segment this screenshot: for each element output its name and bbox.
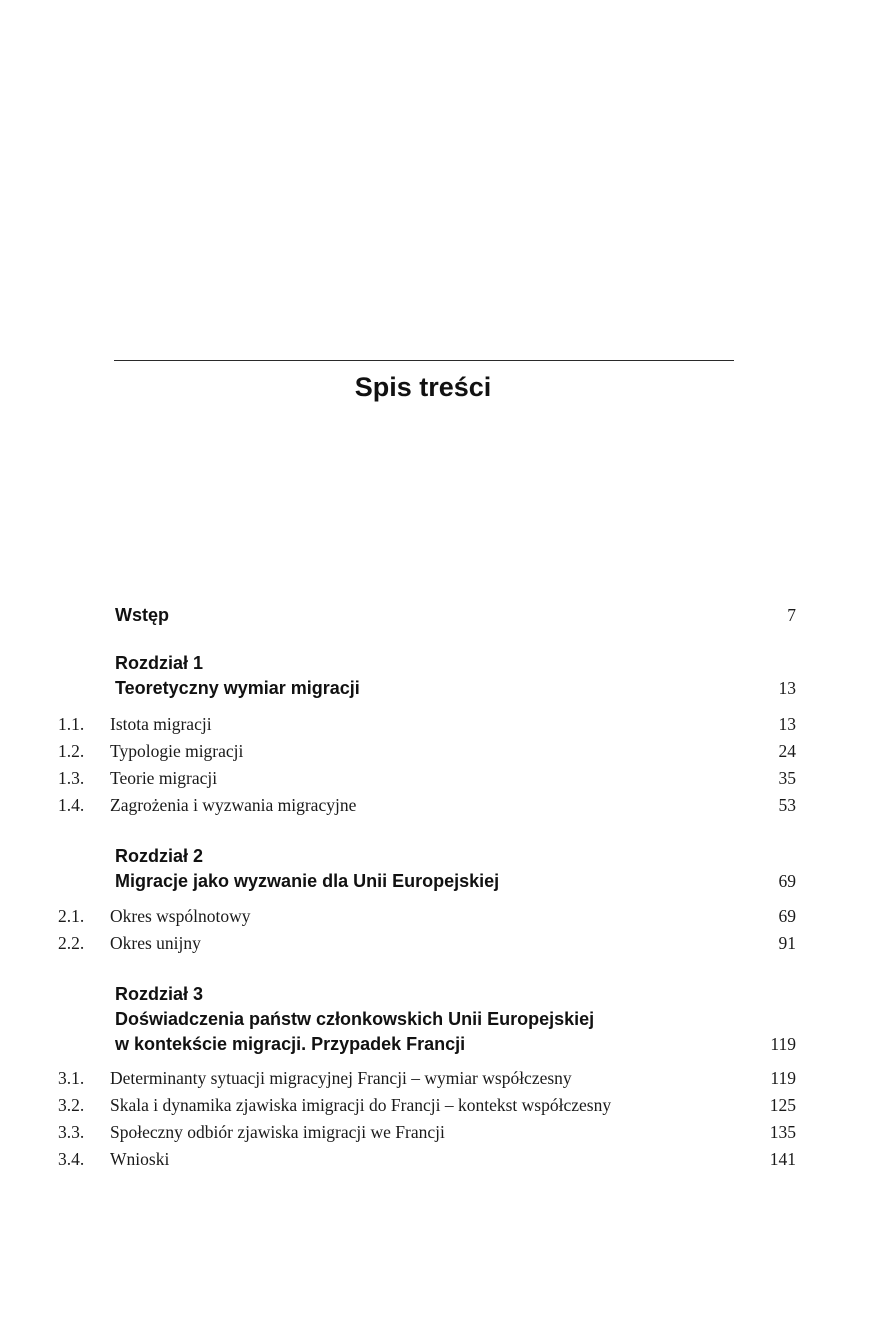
toc-page-number: 13 (778, 714, 796, 734)
toc-heading-text: Migracje jako wyzwanie dla Unii Europejskiej (115, 871, 500, 891)
toc-item-text: Teorie migracji (110, 768, 218, 788)
toc-heading-text: Teoretyczny wymiar migracji (115, 678, 360, 698)
toc-page-number: 141 (769, 1149, 796, 1169)
toc-page-number: 7 (787, 605, 796, 625)
toc-item-number: 3.4. (58, 1149, 85, 1169)
toc-item-number: 3.3. (58, 1122, 85, 1142)
toc-item-row (0, 1122, 886, 1148)
toc-item-text: Istota migracji (110, 714, 212, 734)
toc-page-number: 69 (778, 871, 796, 891)
title-rule (114, 360, 734, 361)
toc-item-row (0, 933, 886, 959)
toc-item-text: Skala i dynamika zjawiska imigracji do Francji – kontekst współczesny (110, 1095, 612, 1115)
toc-page-number: 135 (769, 1122, 796, 1142)
toc-page-number: 53 (778, 795, 796, 815)
toc-item-number: 1.4. (58, 795, 85, 815)
toc-heading-row (0, 871, 886, 897)
toc-item-number: 1.2. (58, 741, 85, 761)
toc-item-row (0, 768, 886, 794)
toc-item-row (0, 1095, 886, 1121)
toc-heading-text: Doświadczenia państw członkowskich Unii Europejskiej (115, 1009, 595, 1029)
toc-heading-text: Rozdział 1 (115, 653, 204, 673)
toc-heading-row (0, 1034, 886, 1060)
toc-item-row (0, 906, 886, 932)
toc-item-row (0, 1068, 886, 1094)
toc-heading-text: Rozdział 3 (115, 984, 204, 1004)
toc-item-number: 2.2. (58, 933, 85, 953)
page-title: Spis treści (354, 372, 492, 402)
toc-page-number: 125 (769, 1095, 796, 1115)
toc-page-number: 35 (778, 768, 796, 788)
toc-item-number: 2.1. (58, 906, 85, 926)
toc-item-text: Typologie migracji (110, 741, 244, 761)
toc-heading-text: w kontekście migracji. Przypadek Francji (115, 1034, 466, 1054)
toc-item-text: Okres unijny (110, 933, 201, 953)
toc-heading-text: Rozdział 2 (115, 846, 204, 866)
toc-page-number: 119 (770, 1068, 796, 1088)
toc-heading-row (0, 605, 886, 631)
toc-item-number: 1.3. (58, 768, 85, 788)
toc-page-number: 69 (778, 906, 796, 926)
toc-heading-text: Wstęp (115, 605, 169, 625)
toc-heading-row (0, 846, 886, 872)
toc-item-row (0, 1149, 886, 1175)
toc-item-number: 3.1. (58, 1068, 85, 1088)
toc-item-row (0, 714, 886, 740)
toc-item-text: Determinanty sytuacji migracyjnej Francji – wymiar współczesny (110, 1068, 572, 1088)
toc-heading-row (0, 678, 886, 704)
toc-item-text: Okres wspólnotowy (110, 906, 251, 926)
toc-heading-row (0, 653, 886, 679)
toc-page-number: 91 (778, 933, 796, 953)
toc-heading-row (0, 1009, 886, 1035)
toc-item-text: Społeczny odbiór zjawiska imigracji we Francji (110, 1122, 445, 1142)
toc-item-text: Zagrożenia i wyzwania migracyjne (110, 795, 357, 815)
toc-item-number: 1.1. (58, 714, 85, 734)
toc-item-row (0, 741, 886, 767)
toc-page-number: 24 (778, 741, 796, 761)
toc-item-text: Wnioski (110, 1149, 170, 1169)
toc-page-number: 119 (770, 1034, 796, 1054)
toc-item-number: 3.2. (58, 1095, 85, 1115)
toc-heading-row (0, 984, 886, 1010)
toc-page-number: 13 (778, 678, 796, 698)
toc-item-row (0, 795, 886, 821)
